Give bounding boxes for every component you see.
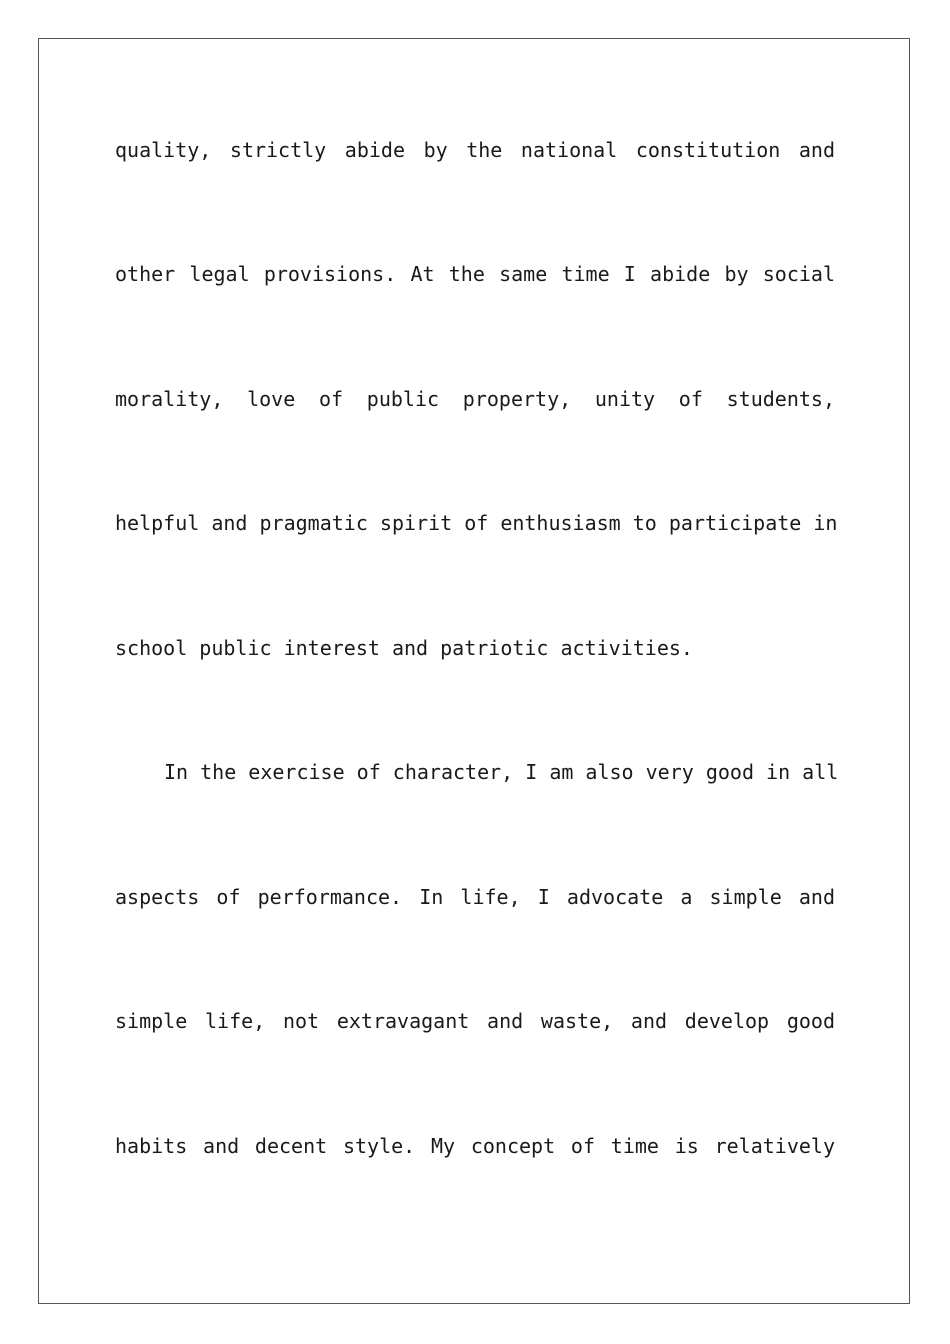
paragraph-2-line-1: In the exercise of character, I am also very good in all [164, 760, 839, 784]
paragraph-2-line-2: aspects of performance. In life, I advocate a simple and [115, 885, 835, 909]
paragraph-1-line-1: quality, strictly abide by the national constitution and [115, 138, 835, 162]
paragraph-1-line-2: other legal provisions. At the same time I abide by social [115, 262, 835, 286]
paragraph-2-line-3: simple life, not extravagant and waste, and develop good [115, 1009, 835, 1033]
paragraph-1-line-5: school public interest and patriotic activities. [115, 636, 693, 660]
paragraph-2-line-4: habits and decent style. My concept of time is relatively [115, 1134, 835, 1158]
page-border [38, 38, 910, 1304]
paragraph-1-line-4: helpful and pragmatic spirit of enthusiasm to participate in [115, 511, 838, 535]
paragraph-1-line-3: morality, love of public property, unity of students, [115, 387, 835, 411]
